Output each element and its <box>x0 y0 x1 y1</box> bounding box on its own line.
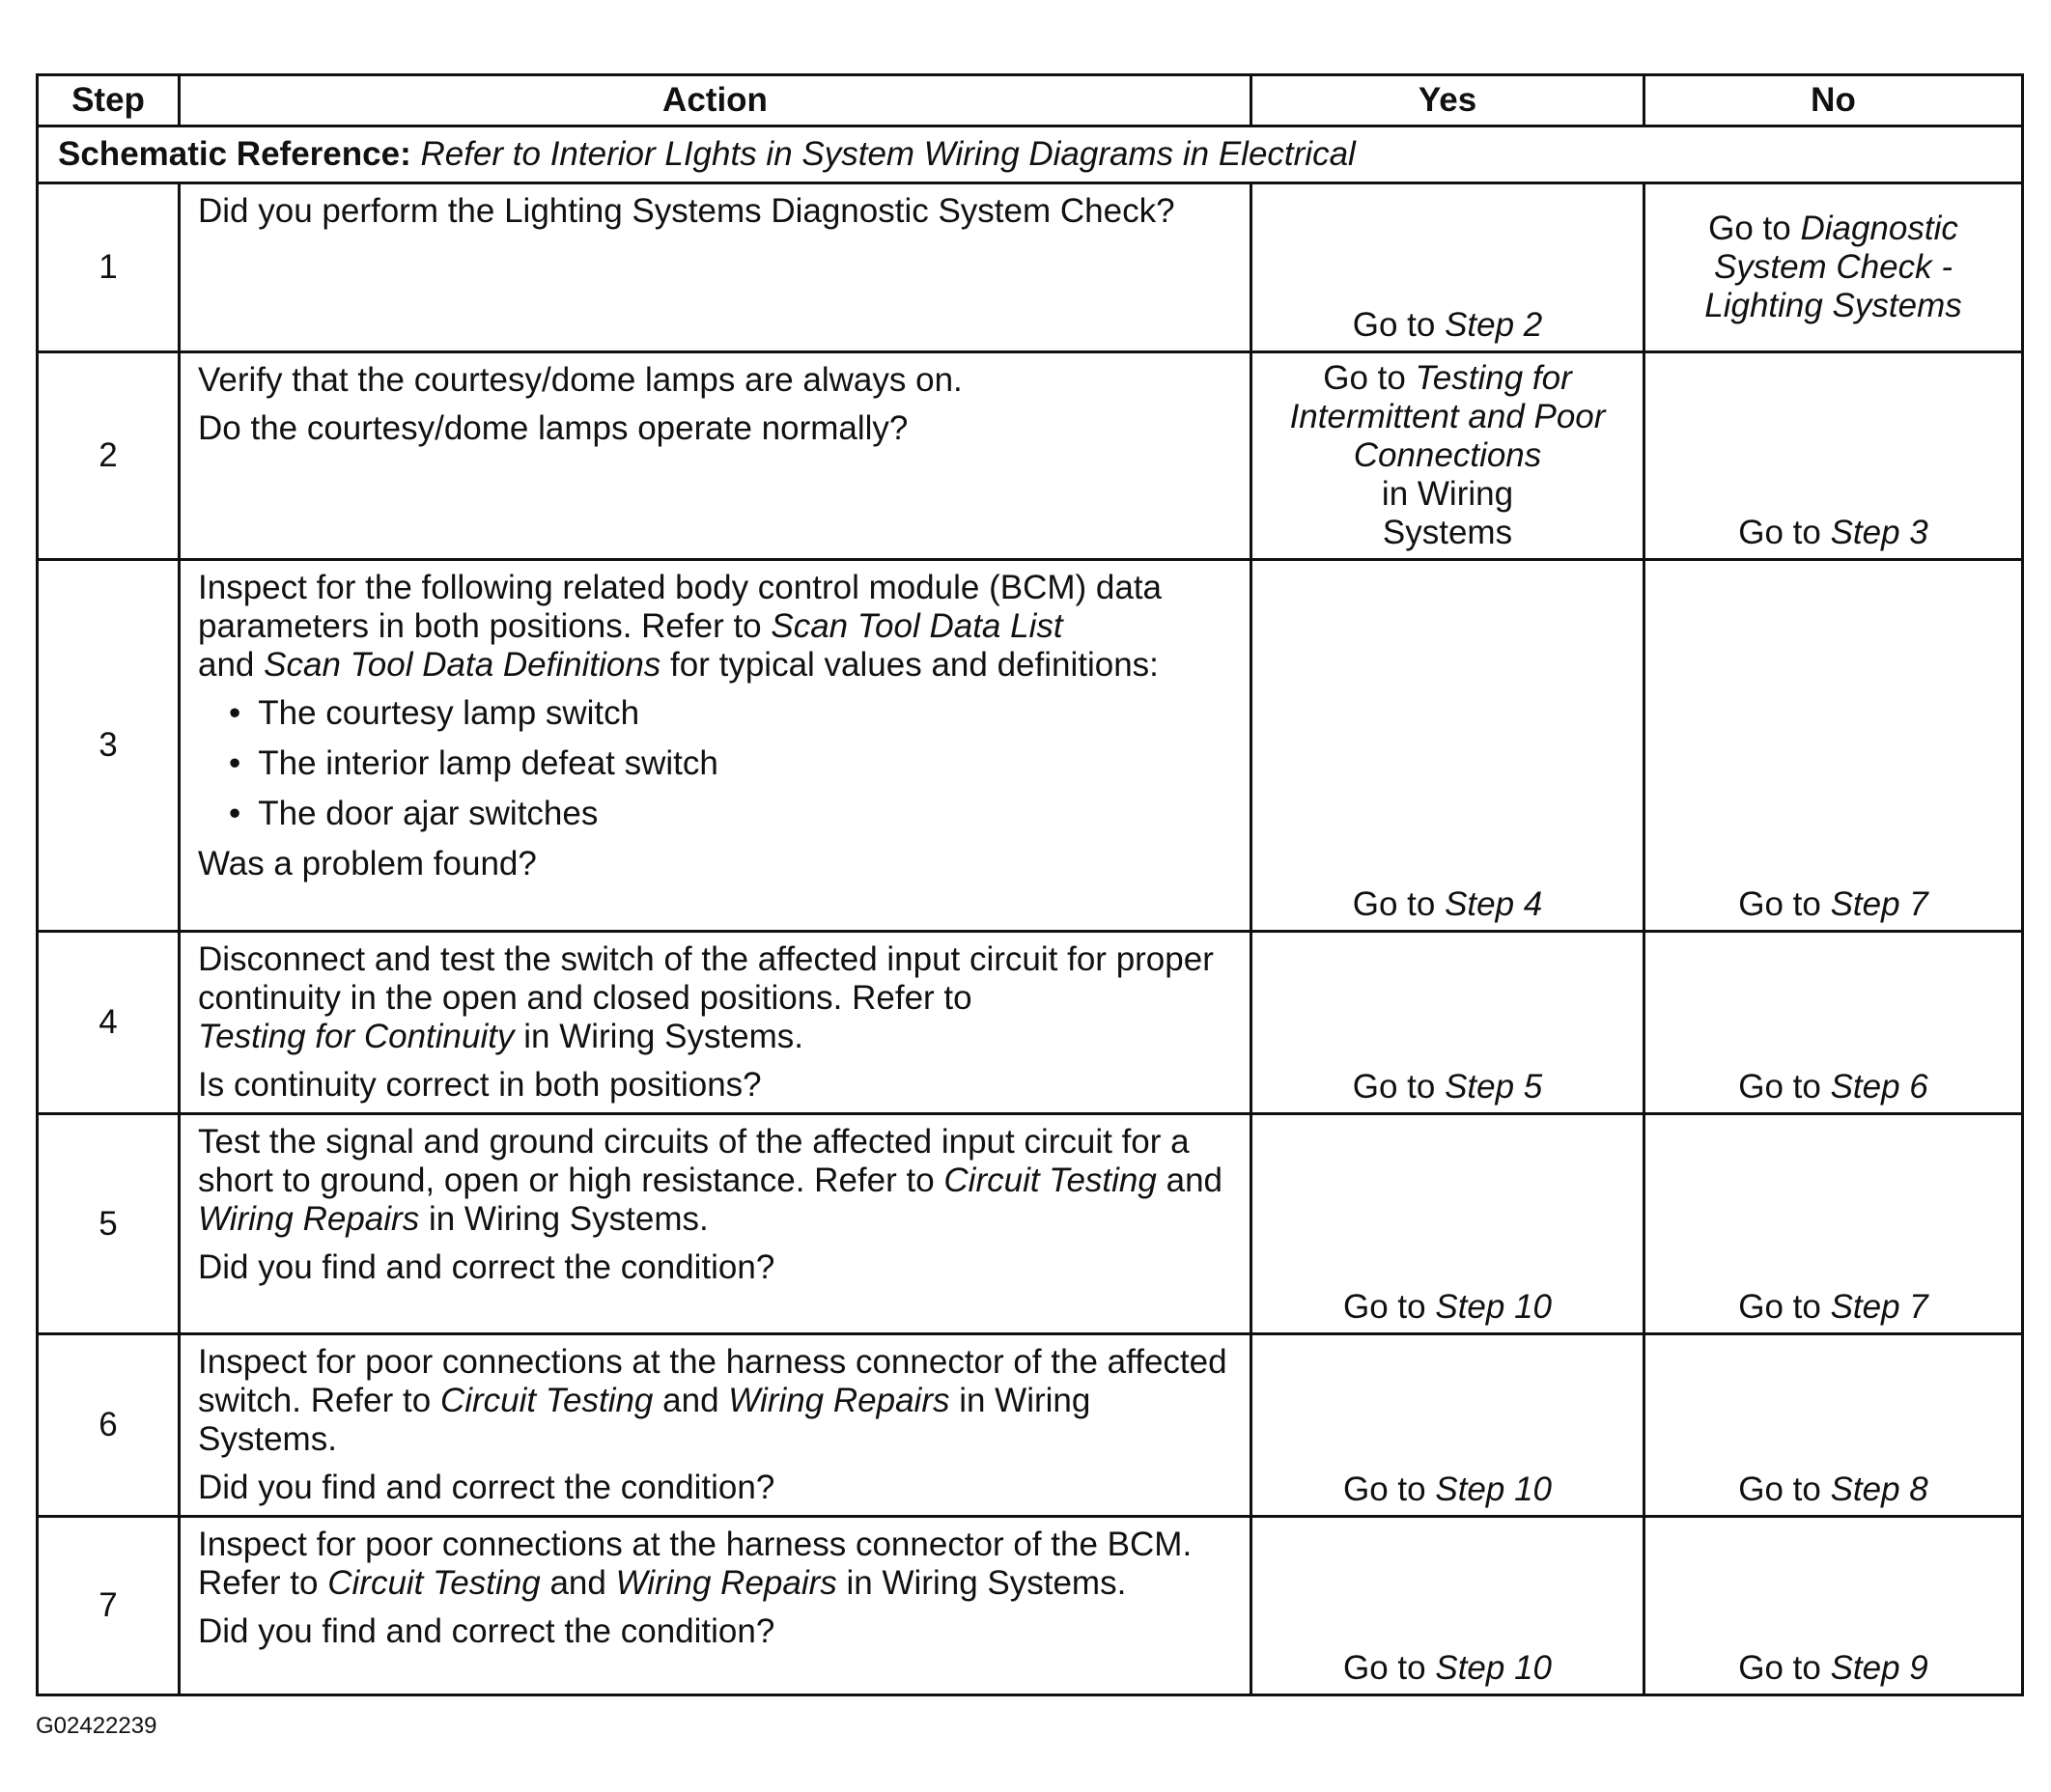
no-prefix: Go to <box>1738 885 1821 923</box>
action-question: Was a problem found? <box>198 845 537 882</box>
action-text <box>198 569 1192 685</box>
action-text-part: in Wiring Systems. <box>523 1018 804 1055</box>
no-cell <box>1644 1334 2023 1517</box>
no-target-link[interactable]: Step 7 <box>1830 885 1928 923</box>
action-question: Did you find and correct the condition? <box>198 1248 775 1286</box>
action-text-part: Disconnect and test the switch of the affected input circuit for proper continuity in the open and closed positions. Refer to <box>198 940 1214 1017</box>
list-item: • The door ajar switches <box>229 795 1192 833</box>
figure-id: G02422239 <box>36 1713 157 1739</box>
action-link[interactable]: Wiring Repairs <box>728 1382 950 1419</box>
yes-cell <box>1251 352 1644 560</box>
action-link[interactable]: Circuit Testing <box>943 1162 1157 1199</box>
yes-target-link[interactable]: Step 2 <box>1445 306 1543 344</box>
action-text <box>198 1526 1236 1603</box>
action-text-part: in Wiring Systems. <box>198 1382 1091 1458</box>
no-target-link[interactable]: Step 8 <box>1830 1470 1928 1508</box>
step-number: 2 <box>38 352 180 560</box>
table-header-row <box>38 75 2023 126</box>
no-prefix: Go to <box>1738 1470 1821 1508</box>
no-target-link[interactable]: Diagnostic System Check - Lighting Systems <box>1704 210 1962 324</box>
no-prefix: Go to <box>1738 1288 1821 1326</box>
header-yes: Yes <box>1251 75 1644 126</box>
action-text-part: for typical values and definitions: <box>670 646 1159 684</box>
no-prefix: Go to <box>1738 1068 1821 1106</box>
yes-cell <box>1251 932 1644 1114</box>
action-link[interactable]: Wiring Repairs <box>615 1564 837 1602</box>
action-text-part: Test the signal and ground circuits of the affected input circuit for a short to ground, open or high resistance. Refer to <box>198 1123 1190 1199</box>
no-cell <box>1644 560 2023 932</box>
no-prefix: Go to <box>1738 1649 1821 1687</box>
no-prefix: Go to <box>1738 514 1821 551</box>
action-text-part: and <box>198 646 255 684</box>
action-link[interactable]: Wiring Repairs <box>198 1200 420 1238</box>
action-question: Is continuity correct in both positions? <box>198 1066 762 1104</box>
yes-target-link[interactable]: Step 10 <box>1435 1288 1552 1326</box>
schematic-reference-text: Refer to Interior LIghts in System Wiring Diagrams in Electrical <box>420 135 1356 173</box>
yes-prefix: Go to <box>1343 1649 1426 1687</box>
no-target-link[interactable]: Step 7 <box>1830 1288 1928 1326</box>
schematic-reference <box>38 126 2023 183</box>
action-link[interactable]: Scan Tool Data List <box>771 607 1063 645</box>
yes-cell <box>1251 1334 1644 1517</box>
list-item: • The courtesy lamp switch <box>229 694 1192 733</box>
table-row <box>38 1517 2023 1695</box>
table-row <box>38 352 2023 560</box>
yes-cell <box>1251 560 1644 932</box>
action-cell <box>180 1114 1251 1334</box>
action-cell <box>180 352 1251 560</box>
table-row <box>38 1114 2023 1334</box>
action-cell <box>180 1334 1251 1517</box>
yes-cell <box>1251 1517 1644 1695</box>
action-text-part: and <box>549 1564 606 1602</box>
yes-target-link[interactable]: Step 10 <box>1435 1470 1552 1508</box>
yes-prefix: Go to <box>1343 1288 1426 1326</box>
yes-prefix: Go to <box>1343 1470 1426 1508</box>
yes-target-link[interactable]: Step 10 <box>1435 1649 1552 1687</box>
yes-cell <box>1251 1114 1644 1334</box>
action-text: Did you perform the Lighting Systems Diagnostic System Check? <box>198 192 1175 230</box>
action-cell <box>180 183 1251 352</box>
yes-suffix: in Wiring Systems <box>1381 475 1514 551</box>
yes-target-link[interactable]: Step 4 <box>1445 885 1543 923</box>
table-row <box>38 560 2023 932</box>
action-text-part: in Wiring Systems. <box>846 1564 1127 1602</box>
action-link[interactable]: Scan Tool Data Definitions <box>264 646 661 684</box>
action-question: Do the courtesy/dome lamps operate normally? <box>198 409 909 447</box>
schematic-reference-label: Schematic Reference: <box>58 135 411 173</box>
step-number: 7 <box>38 1517 180 1695</box>
table-row <box>38 183 2023 352</box>
step-number: 6 <box>38 1334 180 1517</box>
header-action: Action <box>180 75 1251 126</box>
list-item: • The interior lamp defeat switch <box>229 744 1192 783</box>
action-text <box>198 940 1236 1056</box>
yes-target-link[interactable]: Testing for Intermittent and Poor Connections <box>1289 359 1606 474</box>
yes-cell <box>1251 183 1644 352</box>
header-step: Step <box>38 75 180 126</box>
no-target-link[interactable]: Step 3 <box>1830 514 1928 551</box>
action-cell <box>180 932 1251 1114</box>
header-no: No <box>1644 75 2023 126</box>
action-text-part: Inspect for poor connections at the harness connector of the affected switch. Refer to <box>198 1343 1227 1419</box>
action-text-part: and <box>1166 1162 1223 1199</box>
yes-target-link[interactable]: Step 5 <box>1445 1068 1543 1106</box>
step-number: 3 <box>38 560 180 932</box>
action-text-part: in Wiring Systems. <box>428 1200 709 1238</box>
action-bullet-list <box>198 694 1192 833</box>
action-cell <box>180 560 1251 932</box>
no-cell <box>1644 352 2023 560</box>
action-link[interactable]: Circuit Testing <box>327 1564 541 1602</box>
yes-prefix: Go to <box>1352 1068 1436 1106</box>
action-cell <box>180 1517 1251 1695</box>
action-text <box>198 1343 1236 1459</box>
step-number: 1 <box>38 183 180 352</box>
table-row <box>38 932 2023 1114</box>
step-number: 4 <box>38 932 180 1114</box>
action-question: Did you find and correct the condition? <box>198 1612 775 1650</box>
no-target-link[interactable]: Step 9 <box>1830 1649 1928 1687</box>
no-cell <box>1644 1114 2023 1334</box>
diagnostic-table <box>36 73 2024 1696</box>
no-cell <box>1644 183 2023 352</box>
no-cell <box>1644 932 2023 1114</box>
action-text-part: Inspect for the following related body control module (BCM) data parameters in both positions. Refer to <box>198 569 1163 645</box>
action-text-part: Inspect for poor connections at the harness connector of the BCM. Refer to <box>198 1526 1193 1602</box>
no-cell <box>1644 1517 2023 1695</box>
action-question: Did you find and correct the condition? <box>198 1469 775 1506</box>
table-row <box>38 1334 2023 1517</box>
yes-prefix: Go to <box>1323 359 1406 397</box>
step-number: 5 <box>38 1114 180 1334</box>
action-text-part: and <box>662 1382 719 1419</box>
action-link[interactable]: Testing for Continuity <box>198 1018 515 1055</box>
action-text <box>198 1123 1236 1239</box>
no-target-link[interactable]: Step 6 <box>1830 1068 1928 1106</box>
yes-prefix: Go to <box>1352 885 1436 923</box>
action-link[interactable]: Circuit Testing <box>439 1382 654 1419</box>
action-text: Verify that the courtesy/dome lamps are always on. <box>198 361 963 399</box>
yes-prefix: Go to <box>1352 306 1436 344</box>
no-prefix: Go to <box>1708 210 1791 247</box>
schematic-reference-row <box>38 126 2023 183</box>
